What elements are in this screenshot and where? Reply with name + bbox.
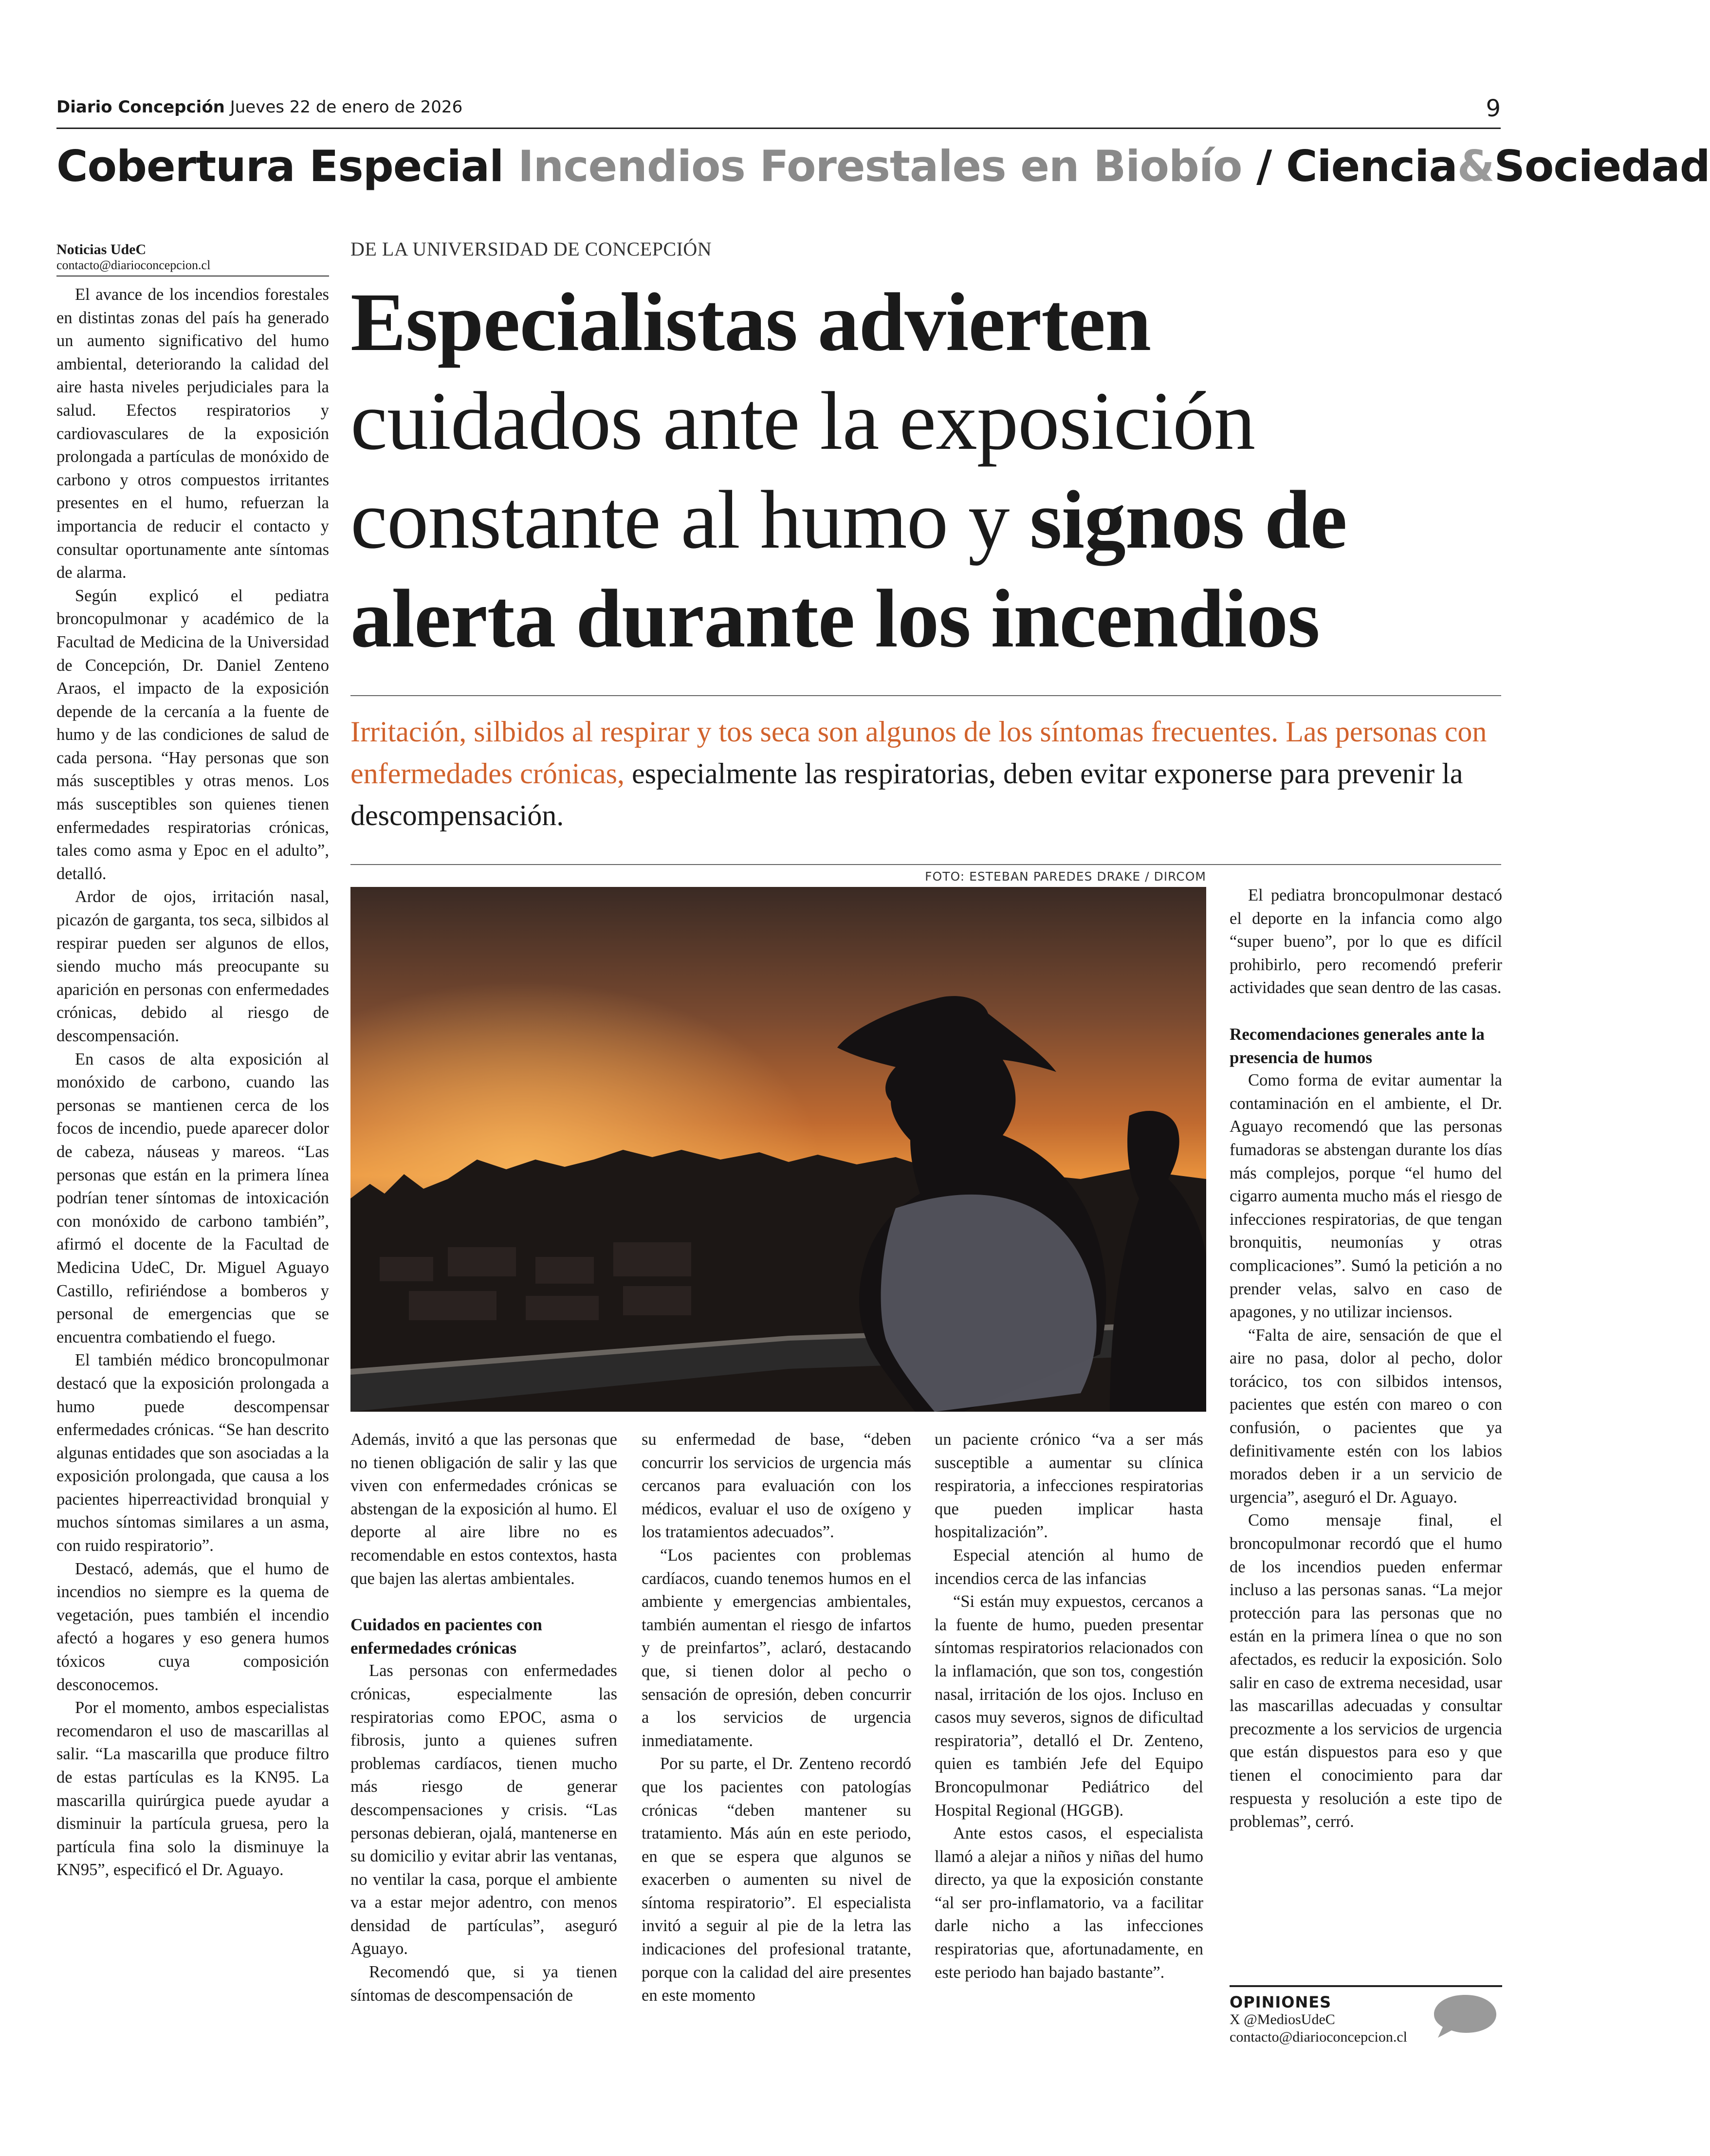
article-column-2 bbox=[350, 1428, 617, 2007]
category-b: Sociedad bbox=[1494, 141, 1710, 191]
paragraph: “Los pacientes con problemas cardíacos, cuando tenemos humos en el ambiente y emergencias ambientales, también aumentan el riesgo de infartos y de preinfartos”, aclaró, destacando que, si tienen dolor al pecho o sensación de opresión, deben concurrir a los servicios de urgencia inmediatamente. bbox=[642, 1546, 911, 1750]
byline-name: Noticias UdeC bbox=[56, 241, 147, 258]
paragraph: un paciente crónico “va a ser más susceptible a aumentar su clínica respiratoria, a infecciones respiratorias que pueden implicar hasta hospitalización”. bbox=[935, 1430, 1203, 1542]
photo-credit: FOTO: ESTEBAN PAREDES DRAKE / DIRCOM bbox=[925, 869, 1206, 884]
paragraph: Por el momento, ambos especialistas recomendaron el uso de mascarillas al salir. “La mascarilla que produce filtro de estas partículas es la KN95. La mascarilla quirúrgica puede ayudar a disminuir la partícula gruesa, pero la partícula fina solo la disminuye la KN95”, especificó el Dr. Aguayo. bbox=[56, 1698, 329, 1880]
article-column-4 bbox=[935, 1428, 1203, 1984]
paragraph: Las personas con enfermedades crónicas, especialmente las respiratorias como EPOC, asma o fibrosis, junto a quienes sufren problemas cardíacos, tienen mucho más riesgo de generar descompensaciones y crisis. “Las personas debieran, ojalá, mantenerse en su domicilio y evitar abrir las ventanas, no ventilar la casa, porque el ambiente va a estar mejor adentro, con menos densidad de partículas”, aseguró Aguayo. bbox=[350, 1661, 617, 1958]
paragraph: Destacó, además, que el humo de incendios no siempre es la quema de vegetación, pues también el incendio afectó a hogares y eso genera humos tóxicos cuya composición desconocemos. bbox=[56, 1559, 329, 1694]
top-rule bbox=[56, 128, 1501, 129]
paper-name: Diario Concepción bbox=[56, 97, 225, 117]
headline-line-2: cuidados ante la exposición bbox=[350, 375, 1255, 467]
category-a: Ciencia bbox=[1286, 141, 1457, 191]
paragraph: Además, invitó a que las personas que no tienen obligación de salir y las que viven con enfermedades crónicas se abstengan de la exposición al humo. El deporte al aire libre no es recomendable en estos contextos, hasta que bajen las alertas ambientales. bbox=[350, 1430, 617, 1588]
paragraph: “Si están muy expuestos, cercanos a la fuente de humo, pueden presentar síntomas respiratorios relacionados con la inflamación, que son tos, congestión nasal, irritación de los ojos. Incluso en casos muy severos, signos de dificultad respiratoria”, detalló el Dr. Zenteno, quien es también Jefe del Equipo Broncopulmonar Pediátrico del Hospital Regional (HGGB). bbox=[935, 1592, 1203, 1820]
section-topic: Incendios Forestales en Biobío bbox=[517, 141, 1242, 191]
opiniones-x-handle: X @MediosUdeC bbox=[1230, 2011, 1335, 2027]
section-slash: / bbox=[1256, 141, 1272, 191]
headline-line-1: Especialistas advierten bbox=[350, 276, 1151, 368]
deck-highlight: Irritación, silbidos al respirar y tos seca son algunos de los síntomas frecuentes. Las personas con enfermedades crónicas, bbox=[350, 716, 1487, 790]
deck bbox=[350, 711, 1504, 836]
headline-line-3-regular: constante al humo y bbox=[350, 474, 1030, 566]
category-amp: & bbox=[1457, 141, 1494, 191]
paragraph: Según explicó el pediatra broncopulmonar y académico de la Facultad de Medicina de la Universidad de Concepción, Dr. Daniel Zenteno Araos, el impacto de la exposición depende de la cercanía a la fuente de humo y de las condiciones de salud de cada persona. “Hay personas que son más susceptibles y otras menos. Los más susceptibles son quienes tienen enfermedades respiratorias crónicas, tales como asma y Epoc en el adulto”, detalló. bbox=[56, 586, 329, 883]
section-bar bbox=[56, 141, 1710, 191]
paragraph: Por su parte, el Dr. Zenteno recordó que los pacientes con patologías crónicas “deben mantener su tratamiento. Más aún en este periodo, en que se espera que algunos se exacerben o aumenten su nivel de síntoma respiratorio”. El especialista invitó a seguir al pie de la letra las indicaciones del profesional tratante, porque con la calidad del aire presentes en este momento bbox=[642, 1754, 911, 2005]
paragraph: El avance de los incendios forestales en distintas zonas del país ha generado un aumento significativo del humo ambiental, deteriorando la calidad del aire hasta niveles perjudiciales para la salud. Efectos respiratorios y cardiovasculares de la exposición prolongada a partículas de monóxido de carbono y otros compuestos irritantes presentes en el humo, refuerzan la importancia de reducir el contacto y consultar oportunamente ante síntomas de alarma. bbox=[56, 285, 329, 582]
masthead bbox=[56, 97, 462, 117]
paragraph: Recomendó que, si ya tienen síntomas de descompensación de bbox=[350, 1963, 617, 2005]
article-column-5 bbox=[1230, 884, 1502, 1834]
paragraph: Ardor de ojos, irritación nasal, picazón de garganta, tos seca, silbidos al respirar pueden ser algunos de ellos, siendo mucho más preocupante su aparición en personas con enfermedades crónicas, debido al riesgo de descompensación. bbox=[56, 887, 329, 1045]
paragraph: Especial atención al humo de incendios cerca de las infancias bbox=[935, 1546, 1203, 1588]
paragraph: Como forma de evitar aumentar la contaminación en el ambiente, el Dr. Aguayo recomendó que las personas fumadoras se abstengan durante los días más complejos, porque “el humo del cigarro aumenta mucho más el riesgo de infecciones respiratorias, de que tengan bronquitis, neumonías y otras complicaciones”. Sumó la petición a no prender velas, salvo en caso de apagones, y no utilizar inciensos. bbox=[1230, 1071, 1502, 1322]
headline-line-3-bold: signos de bbox=[1030, 474, 1347, 566]
kicker: DE LA UNIVERSIDAD DE CONCEPCIÓN bbox=[350, 238, 712, 260]
paragraph: Como mensaje final, el broncopulmonar recordó que el humo de los incendios pueden enfermar incluso a las personas sanas. “La mejor protección para las personas que no están en la primera línea o que no son afectados, es reducir la exposición. Solo salir en caso de extrema necesidad, usar las mascarillas adecuadas y consultar precozmente a los servicios de urgencia que están dispuestos para eso y que tienen el conocimiento para dar respuesta y resolución a este tipo de problemas”, cerró. bbox=[1230, 1511, 1502, 1831]
deck-rule-bottom bbox=[350, 864, 1501, 865]
opiniones-rule bbox=[1230, 1985, 1502, 1987]
subhead-chronic: Cuidados en pacientes con enfermedades crónicas bbox=[350, 1615, 542, 1658]
paragraph: Ante estos casos, el especialista llamó a alejar a niños y niñas del humo directo, ya que la exposición constante “al ser pro-inflamatorio, va a facilitar darle nicho a las infecciones respiratorias que, afortunadamente, en este periodo han bajado bastante”. bbox=[935, 1824, 1203, 1982]
paragraph: El también médico broncopulmonar destacó que la exposición prolongada a humo puede descompensar enfermedades crónicas. “Se han descrito algunas entidades que son asociadas a la exposición prolongada, que causa a los pacientes hiperreactividad bronquial y muchos síntomas similares a un asma, con ruido respiratorio”. bbox=[56, 1351, 329, 1555]
paragraph: En casos de alta exposición al monóxido de carbono, cuando las personas se mantienen cerca de los focos de incendio, puede aparecer dolor de cabeza, náuseas y mareos. “Las personas que están en la primera línea podrían tener síntomas de intoxicación con monóxido de carbono también”, afirmó el docente de la Facultad de Medicina UdeC, Dr. Miguel Aguayo Castillo, refiriéndose a bomberos y personal de emergencias que se encuentra combatiendo el fuego. bbox=[56, 1050, 329, 1346]
paragraph: El pediatra broncopulmonar destacó el deporte en la infancia como algo “super bueno”, por lo que es difícil prohibirlo, pero recomendó preferir actividades que sean dentro de las casas. bbox=[1230, 886, 1502, 997]
byline bbox=[56, 241, 329, 273]
paragraph: “Falta de aire, sensación de que el aire no pasa, dolor al pecho, dolor torácico, tos con silbidos intensos, pacientes que estén con mareo o con confusión, o pacientes que ya definitivamente estén con los labios morados deben ir a un servicio de urgencia”, aseguró el Dr. Aguayo. bbox=[1230, 1326, 1502, 1507]
headline-line-3 bbox=[350, 470, 1509, 569]
issue-date: Jueves 22 de enero de 2026 bbox=[230, 97, 463, 117]
opiniones-title: OPINIONES bbox=[1230, 1993, 1332, 2011]
speech-bubble-icon bbox=[1431, 1992, 1499, 2043]
paragraph: su enfermedad de base, “deben concurrir los servicios de urgencia más cercanos para evaluación con los médicos, evaluar el uso de oxígeno y los tratamientos adecuados”. bbox=[642, 1430, 911, 1542]
deck-text: especialmente las respiratorias, deben evitar exponerse para prevenir la descompensación. bbox=[350, 757, 1463, 831]
section-label: Cobertura Especial bbox=[56, 141, 504, 191]
byline-email: contacto@diarioconcepcion.cl bbox=[56, 258, 211, 272]
headline-line-4: alerta durante los incendios bbox=[350, 572, 1320, 664]
news-photo bbox=[350, 887, 1206, 1412]
opiniones-email: contacto@diarioconcepcion.cl bbox=[1230, 2029, 1407, 2045]
headline bbox=[350, 273, 1509, 668]
subhead-recommendations: Recomendaciones generales ante la presencia de humos bbox=[1230, 1024, 1485, 1067]
article-column-3 bbox=[642, 1428, 911, 2008]
page-number: 9 bbox=[1486, 95, 1501, 122]
article-column-1 bbox=[56, 283, 329, 1882]
deck-rule-top bbox=[350, 695, 1501, 696]
